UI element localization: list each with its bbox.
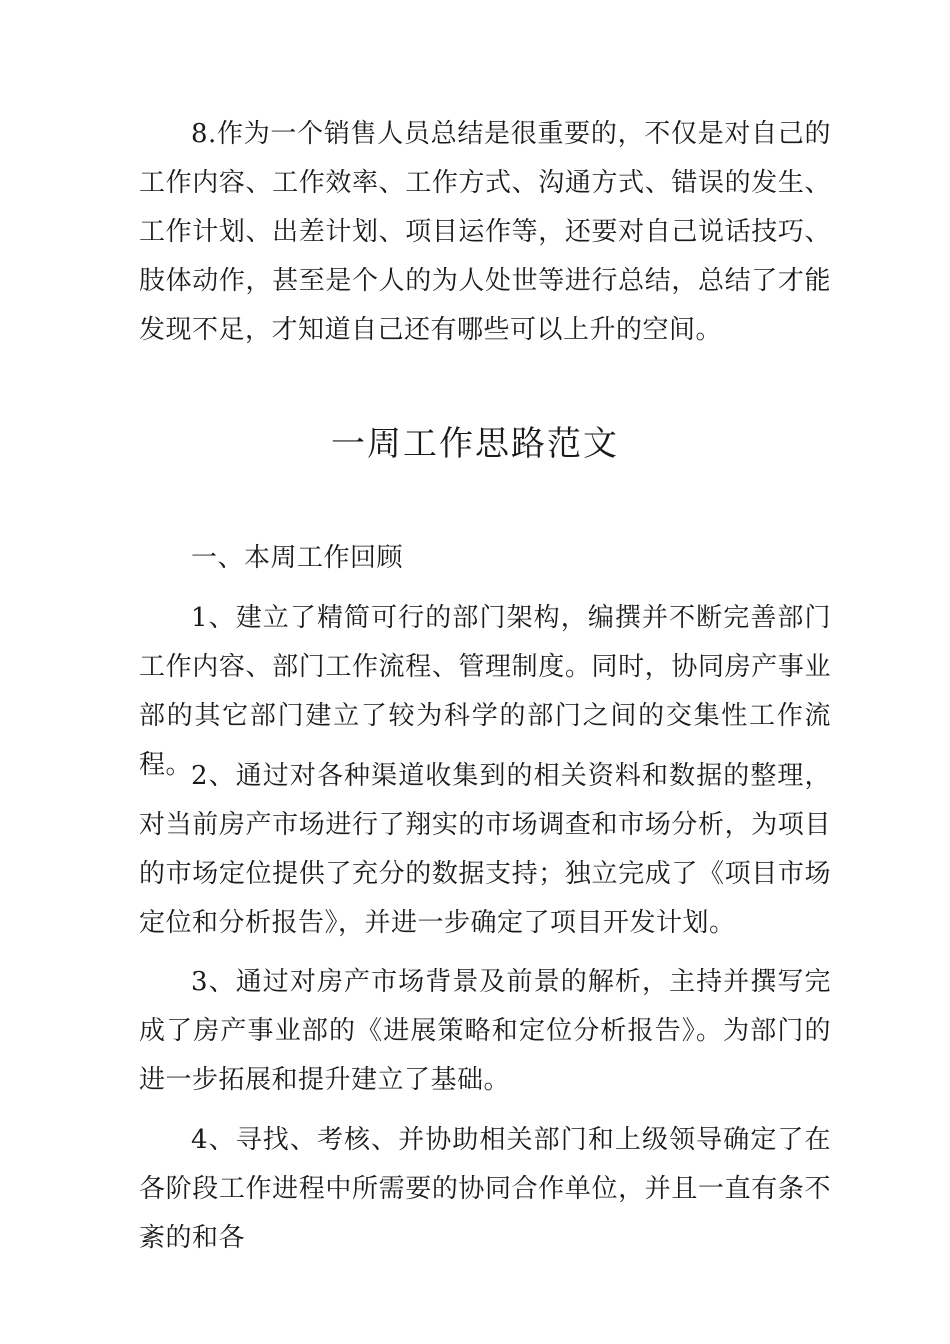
paragraph-2: 2、通过对各种渠道收集到的相关资料和数据的整理，对当前房产市场进行了翔实的市场调查和市场分析，为项目的市场定位提供了充分的数据支持；独立完成了《项目市场定位和分析报告》，并进一步确定了项目开发计划。 [139,761,831,938]
paragraph-1: 1、建立了精简可行的部门架构，编撰并不断完善部门工作内容、部门工作流程、管理制度。同时，协同房产事业部的其它部门建立了较为科学的部门之间的交集性工作流程。 [139,603,831,780]
paragraph-4: 4、寻找、考核、并协助相关部门和上级领导确定了在各阶段工作进程中所需要的协同合作单位，并且一直有条不紊的和各 [139,1125,831,1253]
document-title: 一周工作思路范文 [331,424,619,464]
intro-paragraph: 8.作为一个销售人员总结是很重要的，不仅是对自己的工作内容、工作效率、工作方式、沟通方式、错误的发生、工作计划、出差计划、项目运作等，还要对自己说话技巧、肢体动作，甚至是个人的为人处世等进行总结，总结了才能发现不足，才知道自己还有哪些可以上升的空间。 [139,119,831,345]
section-heading: 一、本周工作回顾 [191,543,404,573]
paragraph-3: 3、通过对房产市场背景及前景的解析，主持并撰写完成了房产事业部的《进展策略和定位分析报告》。为部门的进一步拓展和提升建立了基础。 [139,967,831,1095]
